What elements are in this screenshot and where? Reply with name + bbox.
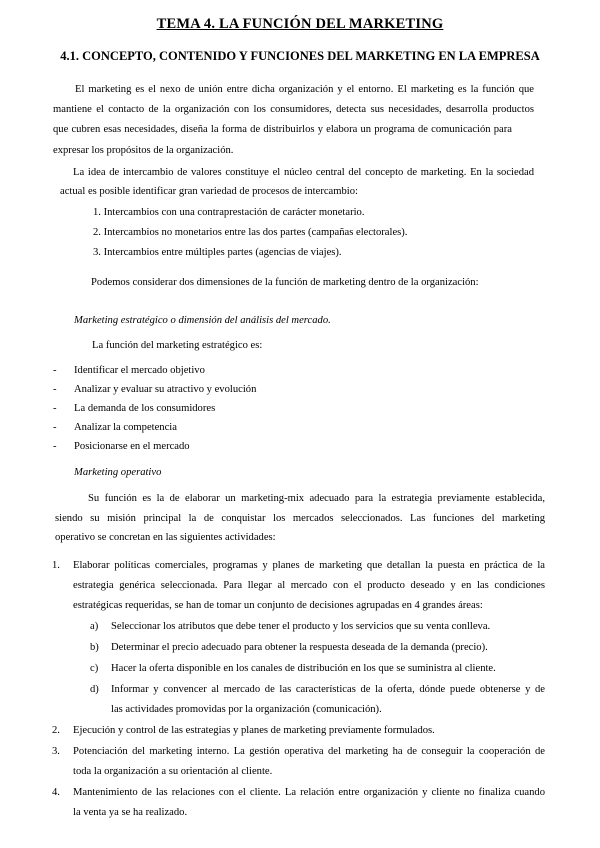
item-line: Ejecución y control de las estrategias y planes de marketing previamente formulados. bbox=[73, 725, 435, 736]
item-number: 3. bbox=[52, 746, 60, 757]
list-item: Posicionarse en el mercado bbox=[74, 441, 190, 452]
subitem-letter: b) bbox=[90, 642, 99, 653]
list-item: 3. Intercambios entre múltiples partes (agencias de viajes). bbox=[93, 247, 342, 258]
list-item: 1. Intercambios con una contraprestación de carácter monetario. bbox=[93, 207, 365, 218]
item-line: estrategia genérica seleccionada. Para llegar al mercado con el producto deseado y en las condiciones bbox=[73, 580, 545, 591]
item-line: estratégicas requeridas, se han de tomar un conjunto de decisiones agrupadas en 4 grandes áreas: bbox=[73, 600, 483, 611]
operative-line: siendo su misión principal la de conquistar los mercados seleccionados. Las funciones del marketing bbox=[55, 513, 545, 524]
bullet-marker: - bbox=[53, 384, 57, 395]
page-title: TEMA 4. LA FUNCIÓN DEL MARKETING bbox=[156, 16, 444, 32]
intro-line: El marketing es el nexo de unión entre dicha organización y el entorno. El marketing es la función que bbox=[75, 84, 534, 95]
subitem-line: Hacer la oferta disponible en los canales de distribución en los que se suministra al cliente. bbox=[111, 663, 496, 674]
item-number: 4. bbox=[52, 787, 60, 798]
list-item: La demanda de los consumidores bbox=[74, 403, 216, 414]
subitem-letter: a) bbox=[90, 621, 99, 632]
item-number: 1. bbox=[52, 560, 60, 571]
subitem-letter: c) bbox=[90, 663, 99, 674]
strategic-lead: La función del marketing estratégico es: bbox=[92, 340, 263, 351]
subitem-line: las actividades promovidas por la organización (comunicación). bbox=[111, 704, 382, 715]
item-line: la venta ya se ha realizado. bbox=[73, 807, 188, 818]
strategic-heading: Marketing estratégico o dimensión del análisis del mercado. bbox=[74, 315, 331, 326]
item-number: 2. bbox=[52, 725, 60, 736]
intro-line: que cubren esas necesidades, diseña la forma de distribuirlos y elabora un programa de comunicación para bbox=[53, 124, 512, 135]
item-line: Elaborar políticas comerciales, programas y planes de marketing que detallan la puesta en práctica de la bbox=[73, 560, 545, 571]
bullet-marker: - bbox=[53, 422, 57, 433]
item-line: Potenciación del marketing interno. La gestión operativa del marketing ha de conseguir la cooperación de bbox=[73, 746, 545, 757]
item-line: Mantenimiento de las relaciones con el cliente. La relación entre organización y cliente no finaliza cuando bbox=[73, 787, 545, 798]
operative-line: operativo se concretan en las siguientes actividades: bbox=[55, 532, 276, 543]
subitem-line: Determinar el precio adecuado para obtener la respuesta deseada de la demanda (precio). bbox=[111, 642, 488, 653]
list-item: Identificar el mercado objetivo bbox=[74, 365, 205, 376]
subitem-letter: d) bbox=[90, 684, 99, 695]
list-item: Analizar y evaluar su atractivo y evolución bbox=[74, 384, 257, 395]
subitem-line: Seleccionar los atributos que debe tener el producto y los servicios que su venta conlleva. bbox=[111, 621, 491, 632]
bullet-marker: - bbox=[53, 441, 57, 452]
bullet-marker: - bbox=[53, 365, 57, 376]
intro-line: expresar los propósitos de la organización. bbox=[53, 145, 234, 156]
bullet-marker: - bbox=[53, 403, 57, 414]
dimensions-sentence: Podemos considerar dos dimensiones de la función de marketing dentro de la organización: bbox=[91, 277, 479, 288]
operative-line: Su función es la de elaborar un marketing-mix adecuado para la estrategia previamente establecida, bbox=[88, 493, 545, 504]
section-subtitle: 4.1. CONCEPTO, CONTENIDO Y FUNCIONES DEL MARKETING EN LA EMPRESA bbox=[60, 49, 540, 63]
operative-heading: Marketing operativo bbox=[74, 467, 162, 478]
intro-line: mantiene el contacto de la organización con los consumidores, detecta sus necesidades, desarrolla productos bbox=[53, 104, 534, 115]
exchange-line: La idea de intercambio de valores constituye el núcleo central del concepto de marketing. En la sociedad bbox=[73, 167, 534, 178]
list-item: 2. Intercambios no monetarios entre las dos partes (campañas electorales). bbox=[93, 227, 408, 238]
subitem-line: Informar y convencer al mercado de las características de la oferta, dónde puede obtenerse y de bbox=[111, 684, 545, 695]
list-item: Analizar la competencia bbox=[74, 422, 177, 433]
item-line: toda la organización a su orientación al cliente. bbox=[73, 766, 273, 777]
exchange-line: actual es posible identificar gran variedad de procesos de intercambio: bbox=[60, 186, 358, 197]
